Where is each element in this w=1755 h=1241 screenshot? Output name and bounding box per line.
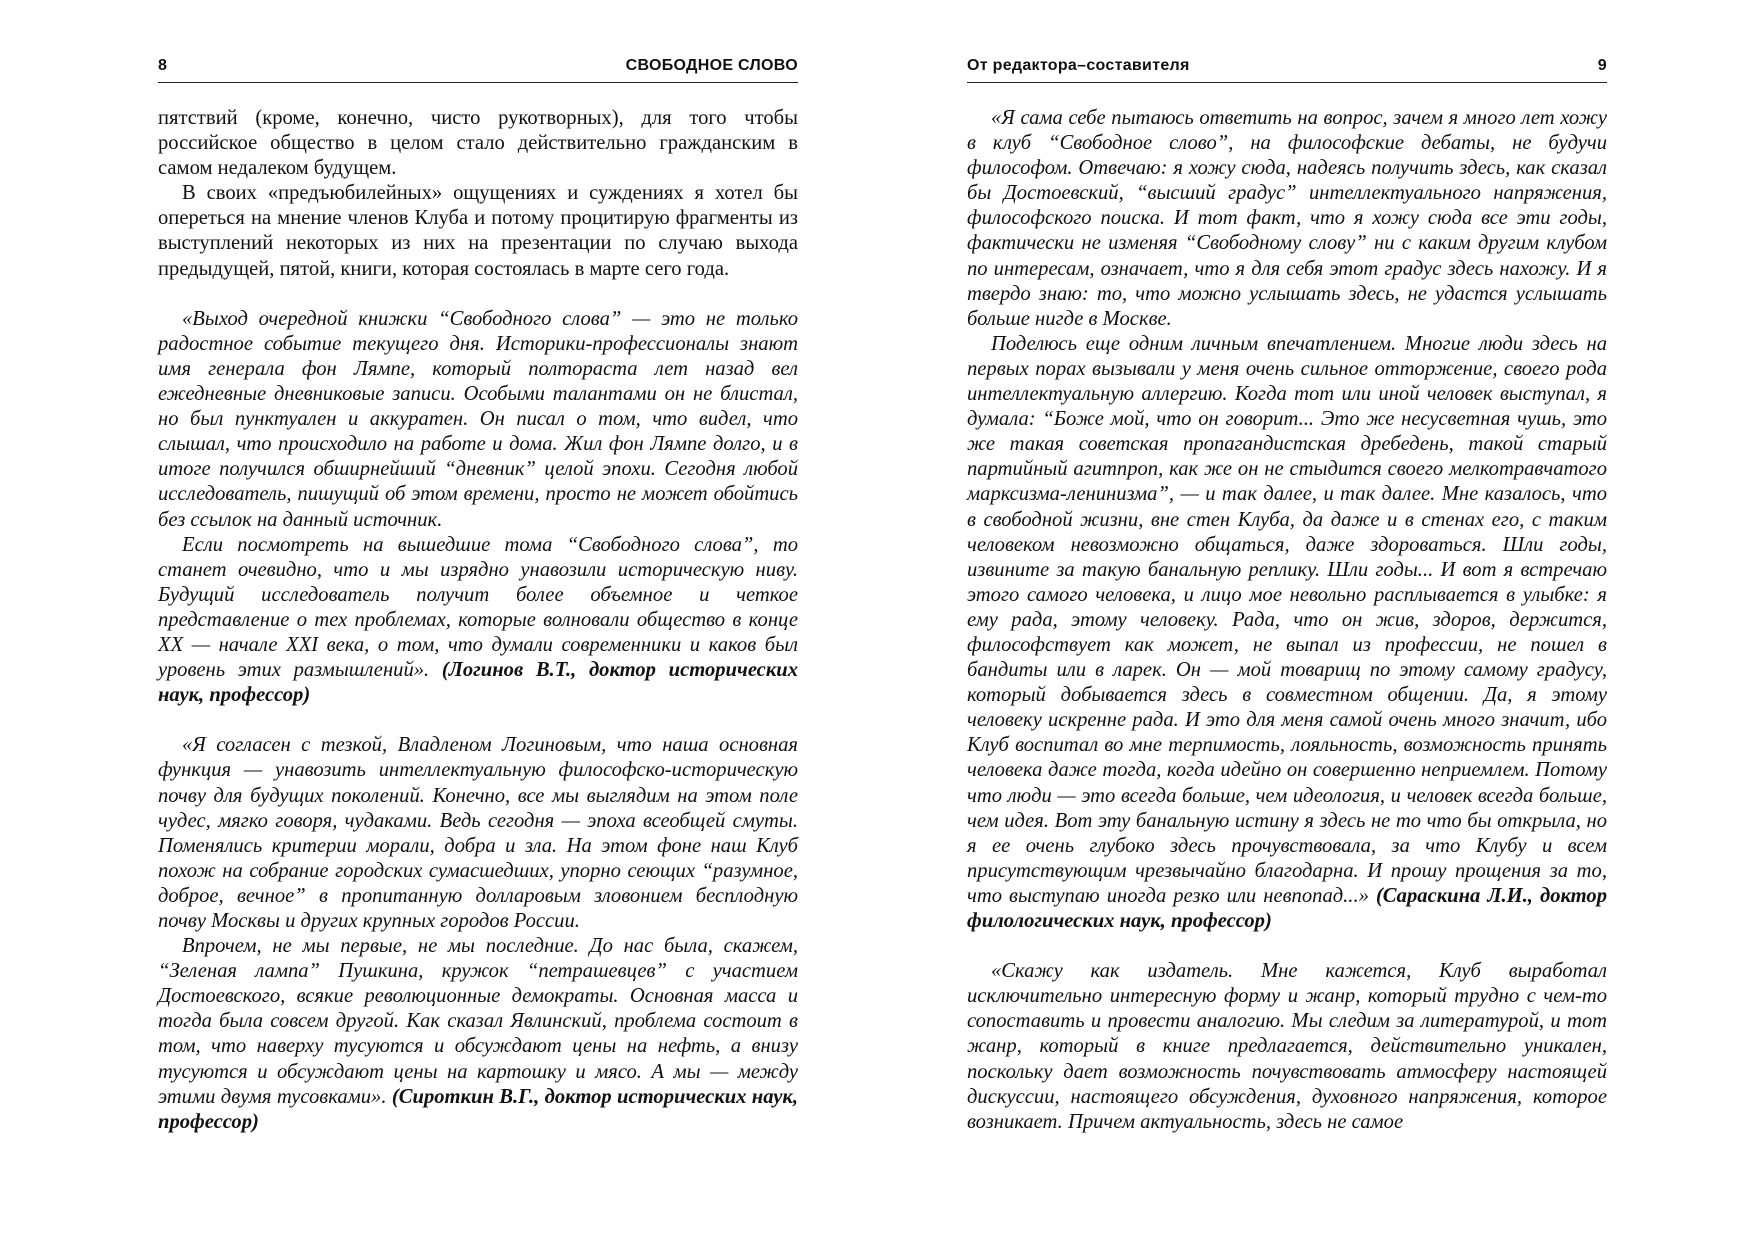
quote-paragraph: «Выход очередной книжки “Свободного слова” — это не только радостное событие текущего дня. Историки-профессионалы знают имя генерала фон Лямпе, который полтораста лет назад вел ежедневные дневниковые записи. Особыми талантами он не блистал, но был пунктуален и аккуратен. Он писал о том, что видел, что слышал, что происходило на работе и дома. Жил фон Лямпе долго, и в итоге получился обширнейший “дневник” целой эпохи. Сегодня любой исследователь, пишущий об этом времени, просто не может обойтись без ссылок на данный источник.: [158, 307, 798, 531]
running-title-right: От редактора–составителя: [967, 57, 1190, 74]
left-page-body: [158, 106, 798, 1135]
quote-paragraph: Если посмотреть на вышедшие тома “Свободного слова”, то станет очевидно, что и мы изрядно унавозили историческую ниву. Будущий исследователь получит более объемное и четкое представление о тех проблемах, которые волновали общество в конце XX — начале XXI века, о том, что думали современники и каков был уровень этих размышлений». (Логинов В.Т., доктор исторических наук, профессор): [158, 533, 799, 707]
left-page: [158, 0, 798, 1241]
right-page: [967, 0, 1607, 1241]
page-number-right: 9: [1597, 57, 1607, 74]
quote-loginov: [158, 307, 798, 709]
right-page-body: [967, 106, 1607, 1135]
quote-saraskina: [967, 106, 1607, 934]
quote-attribution: (Логинов В.Т., доктор исторических наук, профессор): [158, 659, 799, 707]
quote-sirotkin: [158, 733, 798, 1135]
running-head-right: [967, 56, 1607, 83]
paragraph-intro: В своих «предъюбилейных» ощущениях и суждениях я хотел бы опереться на мнение членов Клуба и потому процитирую фрагменты из выступлений некоторых из них на презентации по случаю выхода предыдущей, пятой, книги, которая состоялась в марте сего года.: [158, 182, 798, 280]
quote-paragraph: Впрочем, не мы первые, не мы последние. До нас была, скажем, “Зеленая лампа” Пушкина, кружок “петрашевцев” с участием Достоевского, всякие революционные демократы. Основная масса и тогда была совсем другой. Как сказал Явлинский, проблема состоит в том, что наверху тусуются и обсуждают цены на нефть, а внизу тусуются и обсуждают цены на картошку и мясо. А мы — между этими двумя тусовками». (Сироткин В.Г., доктор исторических наук, профессор): [158, 935, 798, 1133]
quote-paragraph: «Я сама себе пытаюсь ответить на вопрос, зачем я много лет хожу в клуб “Свободное слово”, на философские дебаты, не будучи философом. Отвечаю: я хожу сюда, надеясь получить здесь, как сказал бы Достоевский, “высший градус” интеллектуального напряжения, философского поиска. И тот факт, что я хожу сюда все эти годы, фактически не изменяя “Свободному слову” ни с каким другим клубом по интересам, означает, что я для себя этот градус здесь нахожу. И я твердо знаю: то, что можно услышать здесь, не удастся услышать больше нигде в Москве.: [967, 107, 1607, 330]
quote-attribution: (Сироткин В.Г., доктор исторических наук, профессор): [158, 1085, 798, 1133]
page-number-left: 8: [158, 57, 168, 74]
quote-paragraph: «Скажу как издатель. Мне кажется, Клуб выработал исключительно интересную форму и жанр, который трудно с чем-то сопоставить и провести аналогию. Мы следим за литературой, и тот жанр, который в книге предлагается, действительно уникален, поскольку дает возможность почувствовать атмосферу настоящей дискуссии, настоящего обсуждения, духовного напряжения, которое возникает. Причем актуальность, здесь не самое: [967, 960, 1607, 1133]
running-title-left: СВОБОДНОЕ СЛОВО: [625, 57, 798, 74]
quote-publisher: [967, 959, 1607, 1135]
paragraph-continued: пятствий (кроме, конечно, чисто рукотворных), для того чтобы российское общество в целом стало действительно гражданским в самом недалеком будущем.: [158, 107, 798, 180]
quote-attribution: (Сараскина Л.И., доктор филологических наук, профессор): [967, 884, 1607, 932]
quote-paragraph: «Я согласен с тезкой, Владленом Логиновым, что наша основная функция — унавозить интеллектуальную философско-историческую почву для будущих поколений. Конечно, все мы выглядим на этом поле чудес, мягко говоря, чудаками. Ведь сегодня — эпоха всеобщей смуты. Поменялись критерии морали, добра и зла. На этом фоне наш Клуб похож на собрание городских сумасшедших, упорно сеющих “разумное, доброе, вечное” в пропитанную долларовым зловонием бесплодную почву Москвы и других крупных городов России.: [158, 734, 798, 932]
running-head-left: [158, 56, 798, 83]
quote-paragraph: Поделюсь еще одним личным впечатлением. Многие люди здесь на первых порах вызывали у меня очень сильное отторжение, своего рода интеллектуальную аллергию. Когда тот или иной человек выступал, я думала: “Боже мой, что он говорит... Это же несусветная чушь, это же такая советская пропагандистская дребедень, такой старый партийный агитпроп, как же он не стыдится своего мелкотравчатого марксизма-ленинизма”, — и так далее, и так далее. Мне казалось, что в свободной жизни, вне стен Клуба, да даже и в стенах его, с таким человеком невозможно общаться, даже здороваться. Шли годы, извините за такую банальную реплику. Шли годы... И вот я встречаю этого самого человека, и лицо мое невольно расплывается в улыбке: я ему рада, этому человеку. Рада, что он жив, здоров, держится, философствует как может, не выпал из профессии, не пошел в бандиты или в ларек. Он — мой товарищ по этому самому градусу, который добывается здесь в совместном общении. Да, я этому человеку искренне рада. И это для меня самой очень много значит, ибо Клуб воспитал во мне терпимость, лояльность, возможность принять человека даже тогда, когда идейно он совершенно неприемлем. Потому что люди — это всегда больше, чем идеология, и человек всегда больше, чем идея. Вот эту банальную истину я здесь не то что бы открыла, но я ее очень глубоко здесь прочувствовала, за что Клубу и всем присутствующим чрезвычайно благодарна. И прошу прощения за то, что выступаю иногда резко или невпопад...» (Сараскина Л.И., доктор филологических наук, профессор): [967, 332, 1607, 932]
